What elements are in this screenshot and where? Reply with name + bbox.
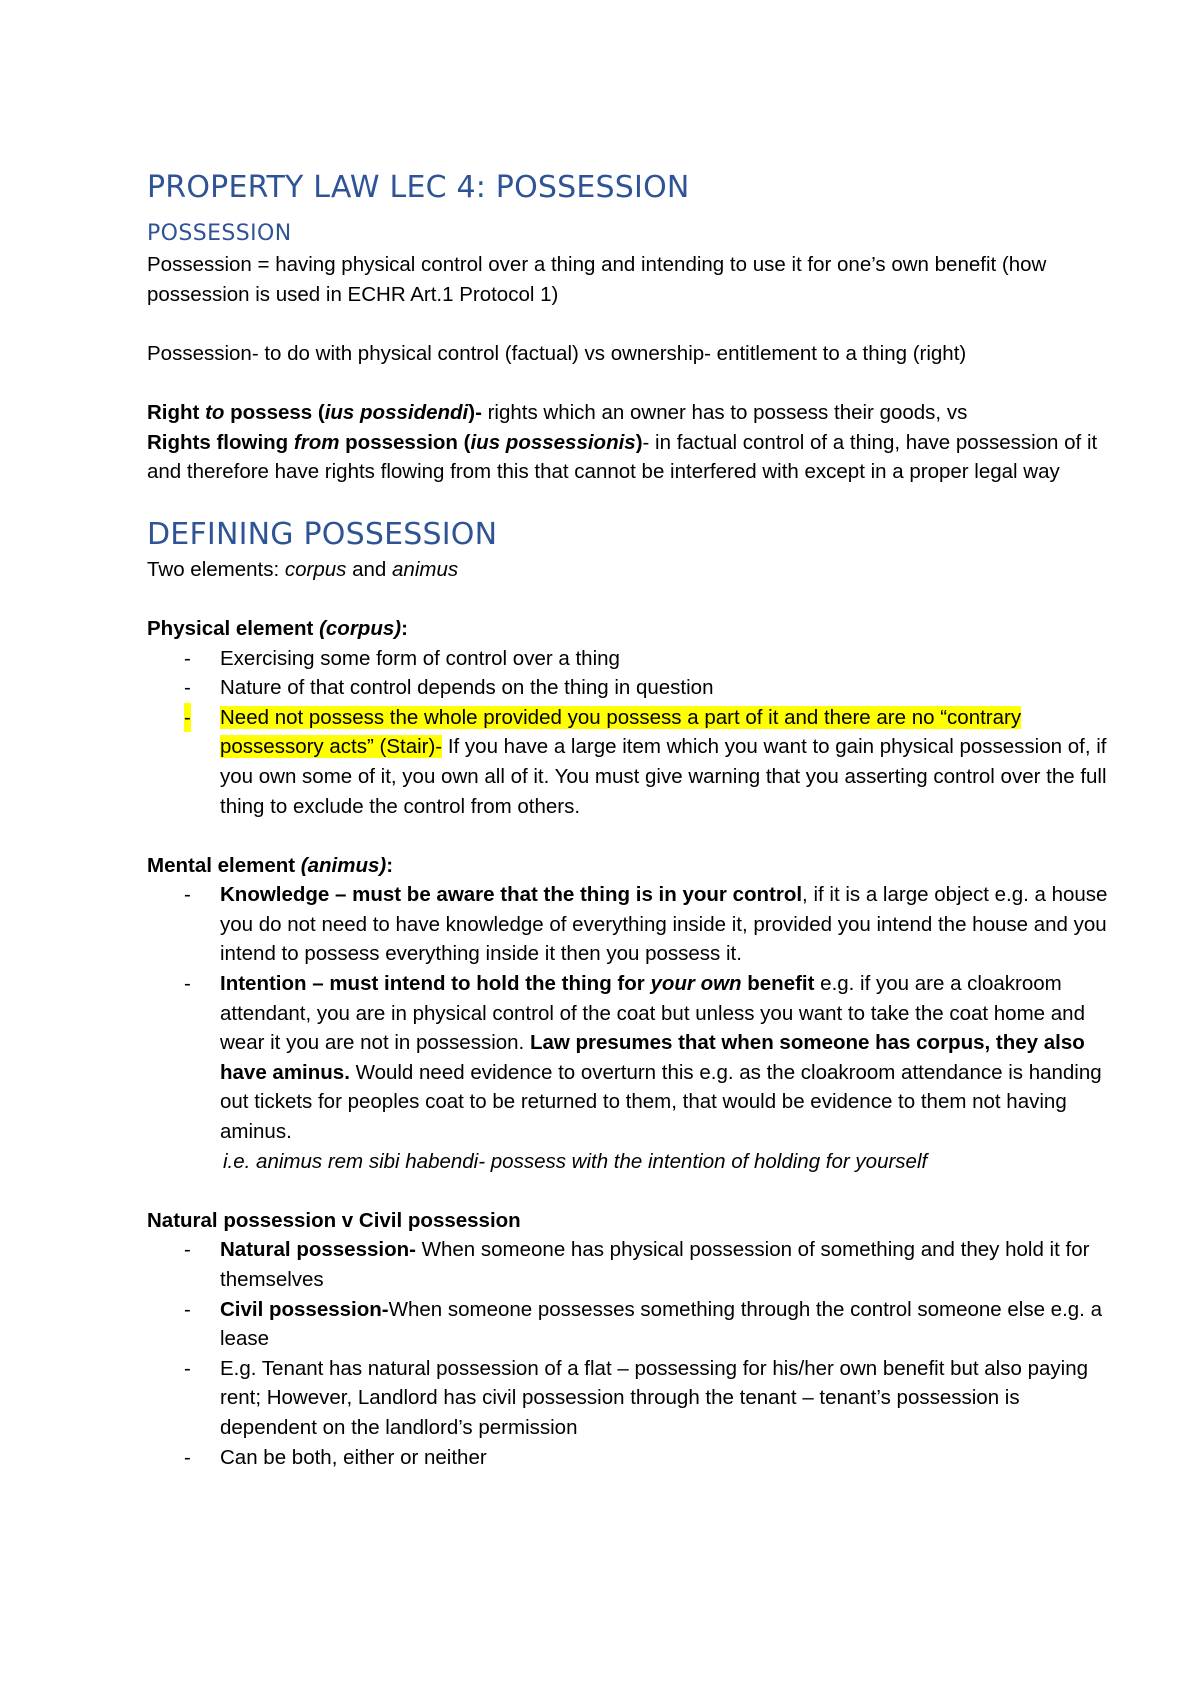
list-natural-vs-civil bbox=[147, 1235, 1120, 1472]
paragraph-possession-definition: Possession = having physical control over a thing and intending to use it for one’s own benefit (how possession is used in ECHR Art.1 Protocol 1) bbox=[147, 253, 1047, 306]
list-item: - Nature of that control depends on the thing in question bbox=[184, 676, 714, 700]
list-item: - Can be both, either or neither bbox=[184, 1445, 487, 1469]
list-item: - Civil possession-When someone possesses something through the control someone else e.g. a lease bbox=[184, 1297, 1102, 1351]
paragraph-possession-vs-ownership: Possession- to do with physical control (factual) vs ownership- entitlement to a thing (right) bbox=[147, 341, 967, 365]
heading-possession: POSSESSION bbox=[147, 221, 292, 246]
spacer bbox=[147, 309, 1120, 339]
list-item: - Intention – must intend to hold the thing for your own benefit e.g. if you are a cloakroom attendant, you are in physical control of the coat but unless you want to take the coat home and wear it you are not in possession. Law presumes that when someone has corpus, they also have aminus. Would need evidence to overturn this e.g. as the cloakroom attendance is handing out tickets for peoples coat to be returned to them, that would be evidence to them not having aminus. bbox=[184, 972, 1102, 1144]
paragraph-right-to-possess: Right to possess (ius possidendi)- rights which an owner has to possess their goods, vs Rights flowing from possession (ius possessionis)- in factual control of a thing, have possession of it and therefore have rights flowing from this that cannot be interfered with except in a proper legal way bbox=[147, 400, 1098, 484]
list-mental-element bbox=[147, 880, 1120, 1146]
label-physical-element: Physical element (corpus): bbox=[147, 616, 408, 640]
label-natural-vs-civil: Natural possession v Civil possession bbox=[147, 1208, 521, 1232]
spacer bbox=[147, 368, 1120, 398]
list-item: - Exercising some form of control over a thing bbox=[184, 646, 620, 670]
spacer bbox=[147, 1176, 1120, 1206]
spacer bbox=[147, 821, 1120, 851]
highlighted-text: Need not possess the whole provided you possess a part of it and there are no “contrary possessory acts” (Stair)- bbox=[220, 705, 1022, 759]
document-title: PROPERTY LAW LEC 4: POSSESSION bbox=[147, 170, 690, 205]
list-item: - Knowledge – must be aware that the thing is in your control, if it is a large object e.g. a house you do not need to have knowledge of everything inside it, provided you intend the house and you intend to possess everything inside it then you possess it. bbox=[184, 883, 1108, 966]
heading-defining-possession: DEFINING POSSESSION bbox=[147, 516, 498, 552]
list-item: - E.g. Tenant has natural possession of a flat – possessing for his/her own benefit but also paying rent; However, Landlord has civil possession through the tenant – tenant’s possession is dependent on the landlord’s permission bbox=[184, 1356, 1088, 1439]
label-mental-element: Mental element (animus): bbox=[147, 853, 394, 877]
spacer bbox=[147, 584, 1120, 614]
list-item: - Natural possession- When someone has physical possession of something and they hold it for themselves bbox=[184, 1238, 1090, 1291]
paragraph-two-elements: Two elements: corpus and animus bbox=[147, 557, 459, 581]
note-animus-rem-sibi-habendi: i.e. animus rem sibi habendi- possess with the intention of holding for yourself bbox=[223, 1149, 928, 1173]
list-physical-element bbox=[147, 644, 1120, 822]
list-item: - Need not possess the whole provided you possess a part of it and there are no “contrary possessory acts” (Stair)- If you have a large item which you want to gain physical possession of, if you own some of it, you own all of it. You must give warning that you asserting control over the full thing to exclude the control from others. bbox=[147, 703, 1120, 821]
